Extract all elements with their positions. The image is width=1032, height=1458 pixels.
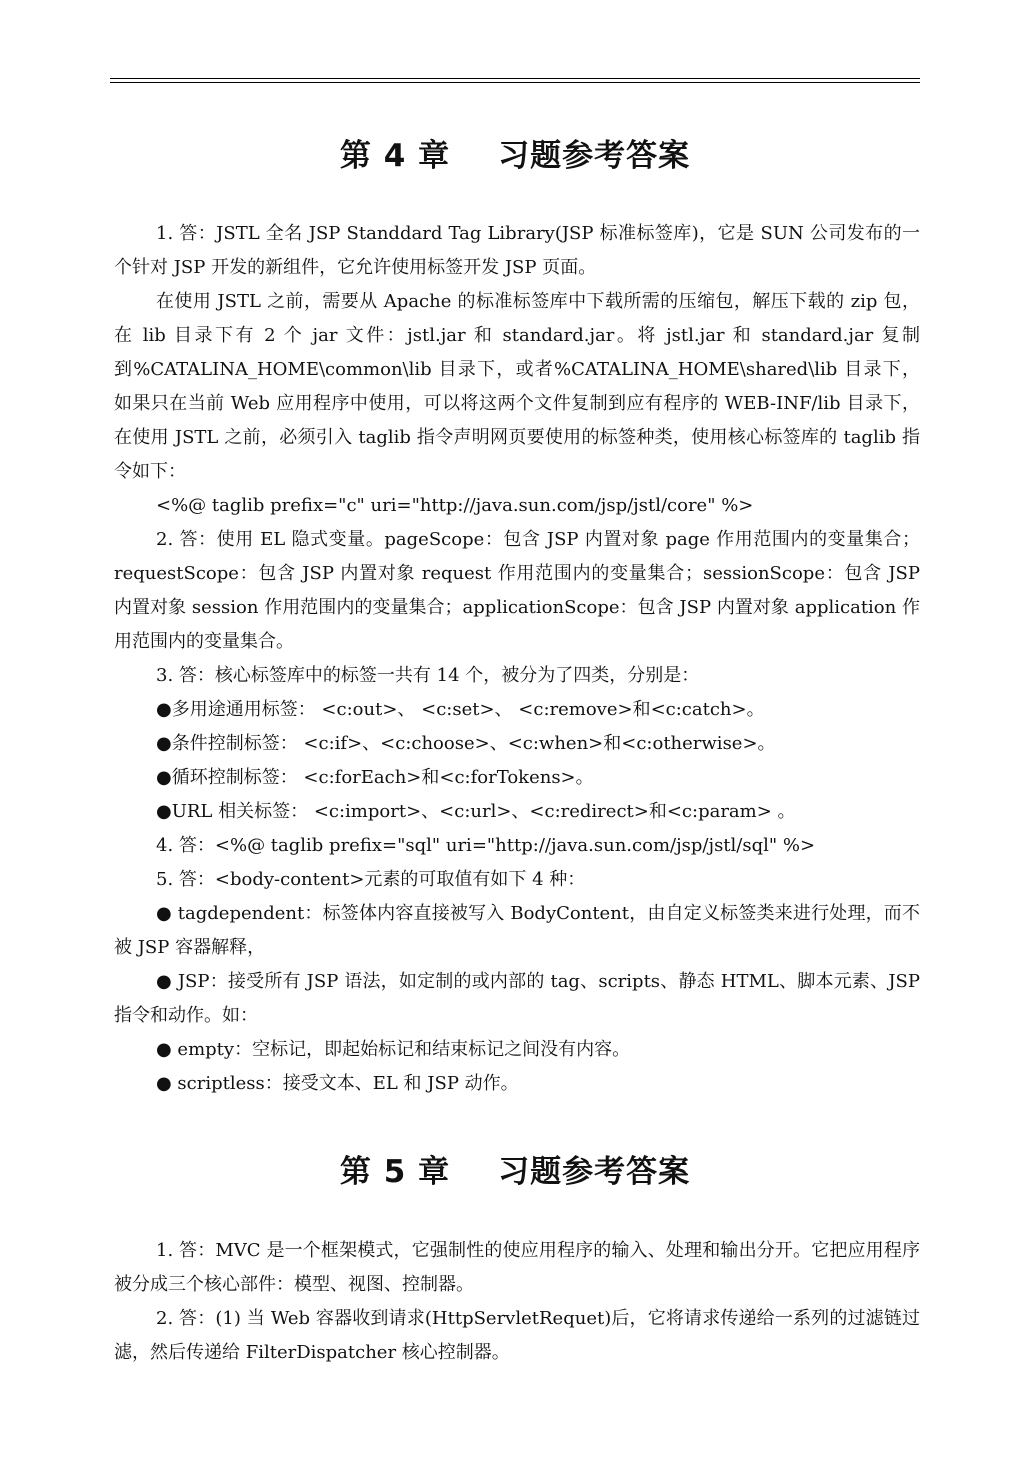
ch4-bullet-tagdependent: ● tagdependent：标签体内容直接被写入 BodyContent，由自定义标签类来进行处理，而不被 JSP 容器解释，: [114, 903, 920, 958]
ch4-bullet-jsp: ● JSP：接受所有 JSP 语法，如定制的或内部的 tag、scripts、静态 HTML、脚本元素、JSP 指令和动作。如：: [114, 971, 920, 1026]
ch5-answer-1: 1. 答：MVC 是一个框架模式，它强制性的使应用程序的输入、处理和输出分开。它把应用程序被分成三个核心部件：模型、视图、控制器。: [114, 1240, 920, 1295]
header-rule-top: [110, 78, 920, 79]
header-rule-bottom: [110, 82, 920, 83]
chapter-5-title: [110, 1146, 920, 1191]
ch4-answer-3: 3. 答：核心标签库中的标签一共有 14 个，被分为了四类，分别是：: [156, 665, 700, 686]
ch4-bullet-loop: ●循环控制标签： <c:forEach>和<c:forTokens>。: [156, 767, 594, 788]
ch4-bullet-scriptless: ● scriptless：接受文本、EL 和 JSP 动作。: [156, 1073, 519, 1094]
ch4-bullet-conditional: ●条件控制标签： <c:if>、<c:choose>、<c:when>和<c:otherwise>。: [156, 733, 776, 754]
chapter-4-heading: 习题参考答案: [498, 138, 691, 174]
ch4-bullet-general: ●多用途通用标签： <c:out>、 <c:set>、 <c:remove>和<c:catch>。: [156, 699, 765, 720]
chapter-5-number: 第 5 章: [339, 1154, 451, 1190]
chapter-4-title: [110, 130, 920, 175]
ch4-answer-5: 5. 答：<body-content>元素的可取值有如下 4 种：: [156, 869, 586, 890]
ch4-answer-4: 4. 答：<%@ taglib prefix="sql" uri="http://java.sun.com/jsp/jstl/sql" %>: [156, 835, 816, 856]
ch4-answer-1-detail: 在使用 JSTL 之前，需要从 Apache 的标准标签库中下载所需的压缩包，解压下载的 zip 包，在 lib 目录下有 2 个 jar 文件：jstl.jar 和 standard.jar。将 jstl.jar 和 standard.jar 复制到%CATALINA_HOME\common\lib 目录下，或者%CATALINA_HOME\shared\lib 目录下，如果只在当前 Web 应用程序中使用，可以将这两个文件复制到应有程序的 WEB-INF/lib 目录下，在使用 JSTL 之前，必须引入 taglib 指令声明网页要使用的标签种类，使用核心标签库的 taglib 指令如下：: [114, 291, 920, 482]
ch4-bullet-url: ●URL 相关标签： <c:import>、<c:url>、<c:redirect>和<c:param> 。: [156, 801, 796, 822]
ch4-answer-1: 1. 答：JSTL 全名 JSP Standdard Tag Library(JSP 标准标签库)，它是 SUN 公司发布的一个针对 JSP 开发的新组件，它允许使用标签开发 JSP 页面。: [114, 223, 920, 278]
ch5-answer-2: 2. 答：(1) 当 Web 容器收到请求(HttpServletRequet)后，它将请求传递给一系列的过滤链过滤，然后传递给 FilterDispatcher 核心控制器。: [114, 1308, 920, 1363]
ch4-bullet-empty: ● empty：空标记，即起始标记和结束标记之间没有内容。: [156, 1039, 631, 1060]
ch4-answer-2: 2. 答：使用 EL 隐式变量。pageScope：包含 JSP 内置对象 page 作用范围内的变量集合；requestScope：包含 JSP 内置对象 request 作用范围内的变量集合；sessionScope：包含 JSP 内置对象 session 作用范围内的变量集合；applicationScope：包含 JSP 内置对象 application 作用范围内的变量集合。: [114, 529, 920, 652]
chapter-4-number: 第 4 章: [339, 138, 451, 174]
ch4-taglib-core: <%@ taglib prefix="c" uri="http://java.sun.com/jsp/jstl/core" %>: [156, 495, 754, 516]
chapter-5-heading: 习题参考答案: [498, 1154, 691, 1190]
